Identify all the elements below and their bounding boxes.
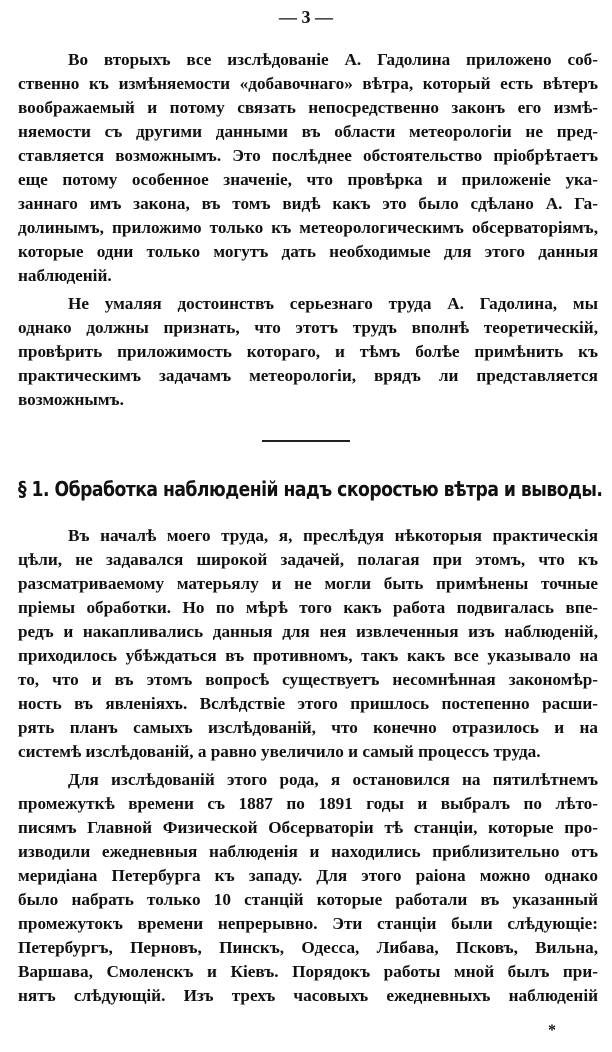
- text-line: наблюденій.: [18, 266, 112, 285]
- text-line: рять планъ самыхъ изслѣдованій, что конечно отразилось и на: [18, 718, 598, 737]
- text-line: Въ началѣ моего труда, я, преслѣдуя нѣкоторыя практическія: [68, 526, 598, 545]
- text-line: системѣ изслѣдованій, а равно увеличило и самый процессъ труда.: [18, 742, 541, 761]
- text-line: возможнымъ.: [18, 390, 124, 409]
- text-line: было набрать только 10 станцій которые работали въ указанный: [18, 890, 598, 909]
- text-line: провѣрить приложимость котораго, и тѣмъ болѣе примѣнить къ: [18, 342, 598, 361]
- page-number: — 3 —: [279, 7, 333, 27]
- text-line: няемости съ другими данными въ области метеорологіи не пред-: [18, 122, 598, 141]
- text-line: ность въ явленіяхъ. Вслѣдствіе этого пришлось постепенно расши-: [18, 694, 598, 713]
- section-heading: § 1. Обработка наблюденій надъ скоростью вѣтра и выводы.: [18, 477, 603, 501]
- text-line: писямъ Главной Физической Обсерваторіи тѣ станціи, которые про-: [18, 818, 598, 837]
- text-line: Во вторыхъ все изслѣдованіе А. Гадолина приложено соб-: [68, 50, 598, 69]
- text-line: практическимъ задачамъ метеорологіи, врядъ ли представляется: [18, 366, 598, 385]
- text-line: изводили ежедневныя наблюденія и находились приблизительно отъ: [18, 842, 598, 861]
- text-line: промежутокъ времени непрерывно. Эти станціи были слѣдующіе:: [18, 914, 598, 933]
- text-line: Для изслѣдованій этого рода, я остановился на пятилѣтнемъ: [68, 770, 598, 789]
- text-line: промежуткѣ времени съ 1887 по 1891 годы и выбралъ по лѣто-: [18, 794, 598, 813]
- text-line: заннаго имъ закона, въ томъ видѣ какъ это было сдѣлано А. Га-: [18, 194, 598, 213]
- text-line: приходилось убѣждаться въ противномъ, такъ какъ все указывало на: [18, 646, 598, 665]
- footer-mark: *: [548, 1022, 556, 1039]
- text-line: редъ и накапливались данныя для нея извлеченныя изъ наблюденій,: [18, 622, 598, 641]
- text-line: ственно къ измѣняемости «добавочнаго» вѣтра, который есть вѣтеръ: [18, 74, 598, 93]
- text-line: долинымъ, приложимо только къ метеорологическимъ обсерваторіямъ,: [18, 218, 598, 237]
- text-line: Варшава, Смоленскъ и Кіевъ. Порядокъ работы мной былъ при-: [18, 962, 598, 981]
- text-line: меридіана Петербурга къ западу. Для этого раіона можно однако: [18, 866, 598, 885]
- text-line: которые одни только могутъ дать необходимые для этого данныя: [18, 242, 598, 261]
- paragraph-3: [18, 524, 598, 764]
- text-line: воображаемый и потому связать непосредственно законъ его измѣ-: [18, 98, 598, 117]
- paragraph-2: [18, 292, 598, 412]
- text-line: разсматриваемому матерьялу и не могли быть примѣнены точные: [18, 574, 598, 593]
- text-line: пріемы обработки. Но по мѣрѣ того какъ работа подвигалась впе-: [18, 598, 598, 617]
- paragraph-1: [18, 48, 598, 288]
- section-divider: [262, 440, 350, 442]
- paragraph-4: [18, 768, 598, 1008]
- text-line: еще потому особенное значеніе, что провѣрка и приложеніе ука-: [18, 170, 598, 189]
- text-line: Петербургъ, Перновъ, Пинскъ, Одесса, Либава, Псковъ, Вильна,: [18, 938, 598, 957]
- text-line: ставляется возможнымъ. Это послѣднее обстоятельство пріобрѣтаетъ: [18, 146, 598, 165]
- text-line: Не умаляя достоинствъ серьезнаго труда А. Гадолина, мы: [68, 294, 598, 313]
- text-line: то, что и въ этомъ вопросѣ существуетъ несомнѣнная закономѣр-: [18, 670, 598, 689]
- text-line: цѣли, не задавался широкой задачей, полагая при этомъ, что къ: [18, 550, 598, 569]
- text-line: нятъ слѣдующій. Изъ трехъ часовыхъ ежедневныхъ наблюденій: [18, 986, 598, 1005]
- text-line: однако должны признать, что этотъ трудъ вполнѣ теоретическій,: [18, 318, 598, 337]
